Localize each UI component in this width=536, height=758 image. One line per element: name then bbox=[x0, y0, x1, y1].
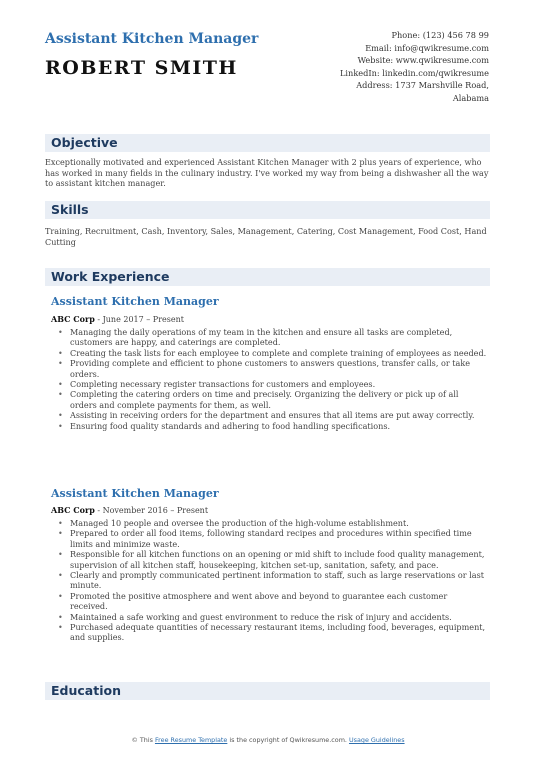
section-title-work-experience: Work Experience bbox=[51, 269, 170, 284]
candidate-name: ROBERT SMITH bbox=[45, 57, 238, 79]
copyright-footer bbox=[0, 736, 536, 744]
footer-prefix: © This bbox=[131, 736, 155, 744]
section-title-education: Education bbox=[51, 683, 121, 698]
skills-text: Training, Recruitment, Cash, Inventory, Sales, Management, Catering, Cost Management, Food Cost, Hand Cutting bbox=[45, 226, 487, 247]
section-work-experience bbox=[45, 268, 490, 286]
list-item: • Maintained a safe working and guest environment to reduce the risk of injury and accidents. bbox=[51, 612, 487, 622]
list-item: • Clearly and promptly communicated pertinent information to staff, such as large reservations or last minute. bbox=[51, 570, 487, 591]
section-skills bbox=[45, 201, 490, 219]
job-title: Assistant Kitchen Manager bbox=[51, 295, 219, 308]
contact-address: Address: 1737 Marshville Road, bbox=[356, 80, 489, 91]
section-title-objective: Objective bbox=[51, 135, 118, 150]
usage-guidelines-link[interactable]: Usage Guidelines bbox=[348, 736, 405, 744]
list-item: • Ensuring food quality standards and adhering to food handling specifications. bbox=[51, 421, 487, 431]
contact-email: Email: info@qwikresume.com bbox=[365, 42, 489, 53]
job-company-line bbox=[51, 505, 208, 515]
list-item: • Responsible for all kitchen functions on an opening or mid shift to include food quality management, supervision of all kitchen staff, housekeeping, kitchen set-up, sanitation, safety, and pace. bbox=[51, 549, 487, 570]
contact-block bbox=[279, 29, 489, 105]
contact-address-state: Alabama bbox=[452, 92, 489, 103]
list-item: • Completing the catering orders on time and precisely. Organizing the delivery or pick up of all orders and complete payments for them, as well. bbox=[51, 389, 487, 410]
list-item: • Assisting in receiving orders for the department and ensures that all items are put away correctly. bbox=[51, 410, 487, 420]
job-bullets bbox=[51, 518, 487, 643]
list-item: • Creating the task lists for each employee to complete and complete training of employees as needed. bbox=[51, 348, 487, 358]
section-objective bbox=[45, 134, 490, 152]
company-name: ABC Corp bbox=[51, 505, 95, 515]
list-item: • Completing necessary register transactions for customers and employees. bbox=[51, 379, 487, 389]
list-item: • Prepared to order all food items, following standard recipes and procedures within specified time limits and minimize waste. bbox=[51, 528, 487, 549]
job-dates: - November 2016 – Present bbox=[94, 506, 209, 515]
objective-text: Exceptionally motivated and experienced Assistant Kitchen Manager with 2 plus years of experience, who has worked in many fields in the culinary industry. I've worked my way from being a dishwasher all the way to assistant kitchen manager. bbox=[45, 157, 489, 188]
job-title: Assistant Kitchen Manager bbox=[51, 487, 219, 500]
company-name: ABC Corp bbox=[51, 314, 95, 324]
header-job-title: Assistant Kitchen Manager bbox=[45, 31, 259, 47]
contact-website: Website: www.qwikresume.com bbox=[357, 55, 489, 66]
job-dates: - June 2017 – Present bbox=[94, 315, 184, 324]
footer-middle: is the copyright of Qwikresume.com. bbox=[227, 736, 349, 744]
section-education bbox=[45, 682, 490, 700]
list-item: • Promoted the positive atmosphere and went above and beyond to guarantee each customer received. bbox=[51, 591, 487, 612]
job-bullets bbox=[51, 327, 487, 431]
contact-linkedin: LinkedIn: linkedin.com/qwikresume bbox=[339, 67, 489, 78]
free-resume-template-link[interactable]: Free Resume Template bbox=[154, 736, 228, 744]
list-item: • Purchased adequate quantities of necessary restaurant items, including food, beverages, equipment, and supplies. bbox=[51, 622, 487, 643]
list-item: • Providing complete and efficient to phone customers to answers questions, transfer calls, or take orders. bbox=[51, 358, 487, 379]
list-item: • Managing the daily operations of my team in the kitchen and ensure all tasks are completed, customers are happy, and caterings are completed. bbox=[51, 327, 487, 348]
list-item: • Managed 10 people and oversee the production of the high-volume establishment. bbox=[51, 518, 487, 528]
contact-phone: Phone: (123) 456 78 99 bbox=[391, 30, 489, 40]
section-title-skills: Skills bbox=[51, 202, 89, 217]
job-company-line bbox=[51, 314, 184, 324]
